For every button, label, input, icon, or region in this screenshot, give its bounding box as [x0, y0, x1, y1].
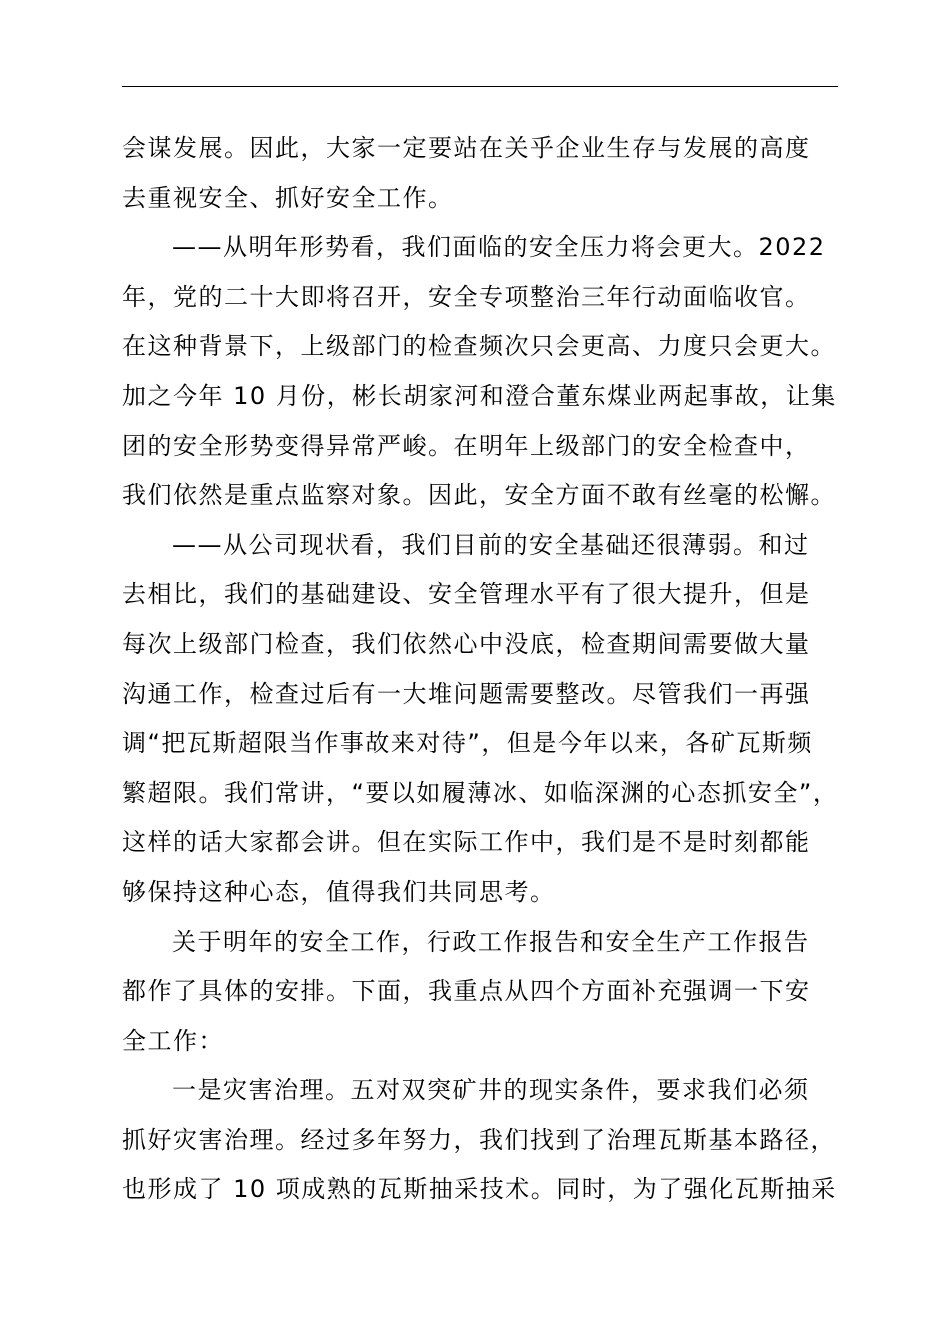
- text-line: 加之今年 10 月份，彬长胡家河和澄合董东煤业两起事故，让集: [122, 381, 837, 410]
- text-line: 去重视安全、抓好安全工作。: [122, 183, 454, 212]
- text-line: 关于明年的安全工作，行政工作报告和安全生产工作报告: [172, 927, 810, 956]
- text-line: 去相比，我们的基础建设、安全管理水平有了很大提升，但是: [122, 580, 811, 609]
- text-line: 在这种背景下，上级部门的检查频次只会更高、力度只会更大。: [122, 332, 836, 361]
- text-line: 沟通工作，检查过后有一大堆问题需要整改。尽管我们一再强: [122, 679, 811, 708]
- text-line: 这样的话大家都会讲。但在实际工作中，我们是不是时刻都能: [122, 828, 811, 857]
- text-line: 都作了具体的安排。下面，我重点从四个方面补充强调一下安: [122, 977, 811, 1006]
- text-line: 每次上级部门检查，我们依然心中没底，检查期间需要做大量: [122, 629, 811, 658]
- header-rule: [122, 86, 838, 87]
- text-line: 年，党的二十大即将召开，安全专项整治三年行动面临收官。: [122, 282, 811, 311]
- text-line: 一是灾害治理。五对双突矿井的现实条件，要求我们必须: [172, 1076, 810, 1105]
- text-line: 团的安全形势变得异常严峻。在明年上级部门的安全检查中，: [122, 431, 811, 460]
- text-line: 也形成了 10 项成熟的瓦斯抽采技术。同时，为了强化瓦斯抽采: [122, 1175, 837, 1204]
- text-line: ——从公司现状看，我们目前的安全基础还很薄弱。和过: [172, 530, 810, 559]
- text-line: 会谋发展。因此，大家一定要站在关乎企业生存与发展的高度: [122, 134, 811, 162]
- text-line: ——从明年形势看，我们面临的安全压力将会更大。2022: [172, 233, 826, 262]
- text-line: 抓好灾害治理。经过多年努力，我们找到了治理瓦斯基本路径，: [122, 1125, 836, 1154]
- text-line: 够保持这种心态，值得我们共同思考。: [122, 877, 556, 906]
- text-line: 全工作：: [122, 1026, 224, 1055]
- text-line: 我们依然是重点监察对象。因此，安全方面不敢有丝毫的松懈。: [122, 481, 836, 510]
- text-line: 调“把瓦斯超限当作事故来对待”，但是今年以来，各矿瓦斯频: [122, 729, 813, 758]
- text-line: 繁超限。我们常讲，“要以如履薄冰、如临深渊的心态抓安全”，: [122, 778, 839, 807]
- body-text: [122, 124, 838, 1215]
